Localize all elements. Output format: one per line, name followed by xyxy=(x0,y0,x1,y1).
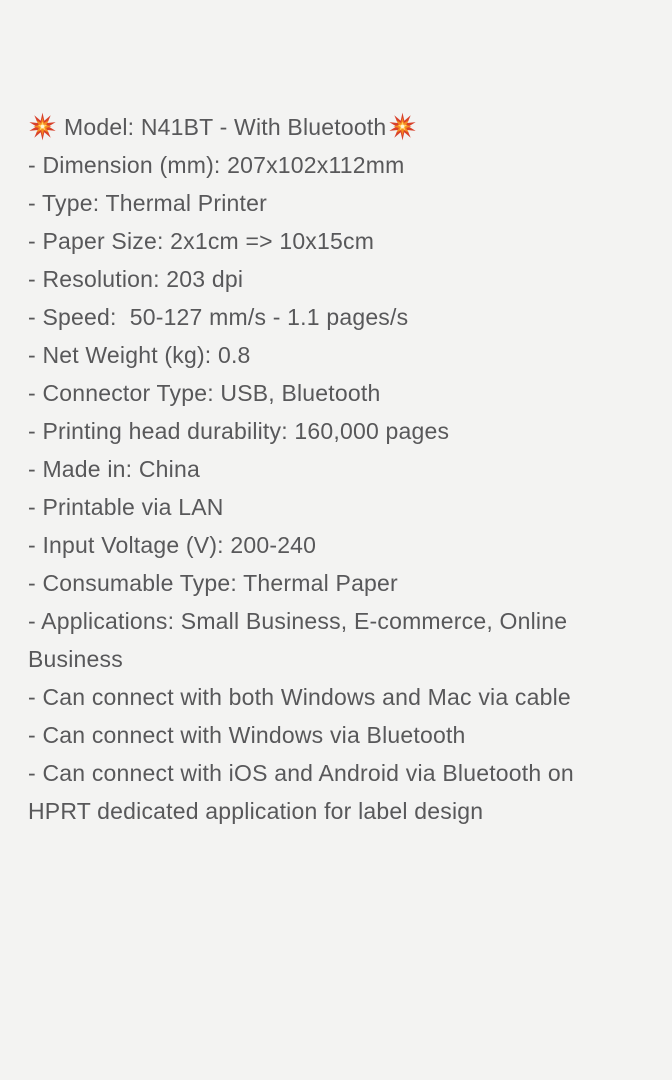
spec-line-printable-lan: - Printable via LAN xyxy=(28,494,224,520)
product-title: Model: N41BT - With Bluetooth xyxy=(64,114,387,140)
spec-line-connector-type: - Connector Type: USB, Bluetooth xyxy=(28,380,381,406)
collision-burst-icon xyxy=(388,112,417,141)
collision-burst-icon xyxy=(28,112,57,141)
spec-line-consumable-type: - Consumable Type: Thermal Paper xyxy=(28,570,398,596)
spec-line-dimension: - Dimension (mm): 207x102x112mm xyxy=(28,152,405,178)
spec-line-speed: - Speed: 50-127 mm/s - 1.1 pages/s xyxy=(28,304,409,330)
spec-line-made-in: - Made in: China xyxy=(28,456,200,482)
spec-line-type: - Type: Thermal Printer xyxy=(28,190,267,216)
spec-line-connect-windows-bt: - Can connect with Windows via Bluetooth xyxy=(28,722,466,748)
spec-line-resolution: - Resolution: 203 dpi xyxy=(28,266,244,292)
spec-line-input-voltage: - Input Voltage (V): 200-240 xyxy=(28,532,317,558)
spec-line-paper-size: - Paper Size: 2x1cm => 10x15cm xyxy=(28,228,375,254)
spec-line-connect-mobile-bt: - Can connect with iOS and Android via Bluetooth on HPRT dedicated application for label design xyxy=(28,760,581,824)
spec-line-net-weight: - Net Weight (kg): 0.8 xyxy=(28,342,251,368)
product-title-line xyxy=(28,108,632,146)
spec-line-head-durability: - Printing head durability: 160,000 pages xyxy=(28,418,450,444)
spec-line-connect-cable: - Can connect with both Windows and Mac via cable xyxy=(28,684,571,710)
spec-line-applications: - Applications: Small Business, E-commerce, Online Business xyxy=(28,608,574,672)
